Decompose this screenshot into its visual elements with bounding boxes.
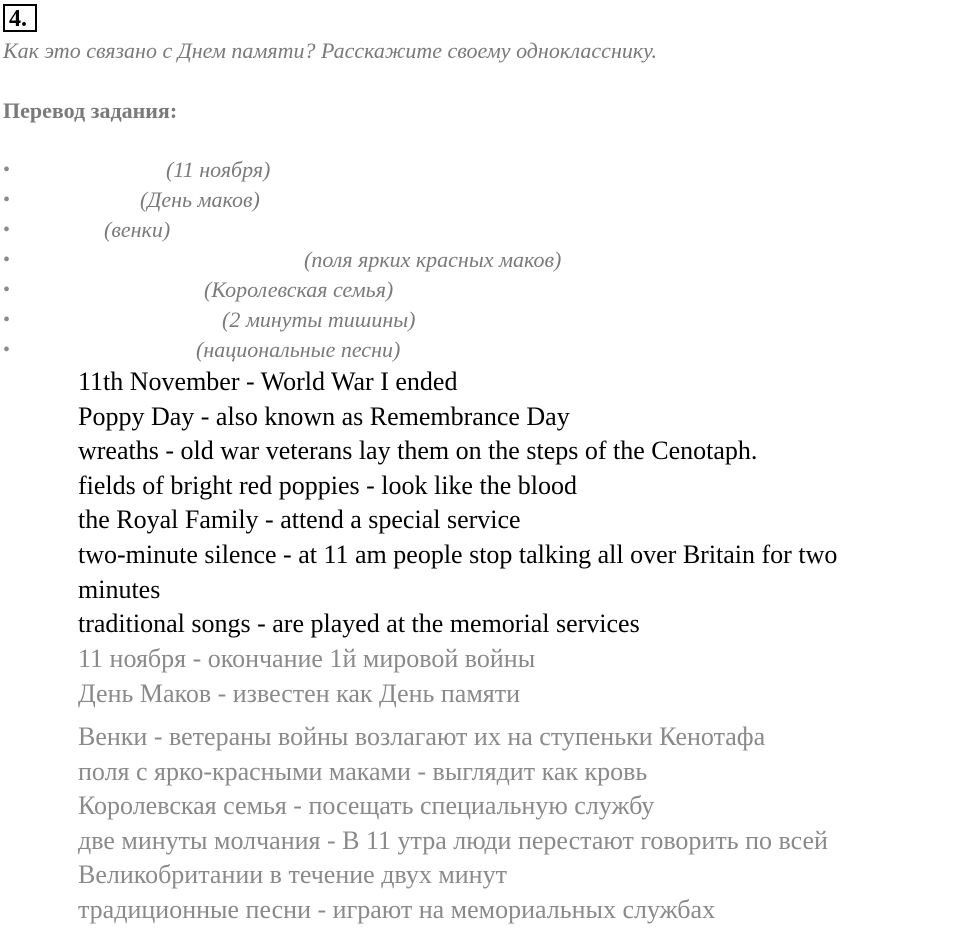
bullet-icon: •: [3, 279, 11, 301]
english-line: Poppy Day - also known as Remembrance Day: [78, 401, 570, 431]
task-text: Как это связано с Днем памяти? Расскажите своему однокласснику.: [3, 38, 658, 63]
list-item: [0, 155, 960, 185]
list-item: [0, 215, 960, 245]
translation-title: Перевод задания:: [3, 98, 178, 123]
exercise-number: 4.: [3, 4, 37, 32]
russian-line: День Маков - известен как День памяти: [78, 678, 521, 708]
list-item: [0, 185, 960, 215]
english-line: minutes: [78, 574, 161, 604]
english-line: two-minute silence - at 11 am people stop talking all over Britain for two: [78, 539, 838, 569]
bullet-icon: •: [3, 309, 11, 331]
russian-line: Венки - ветераны войны возлагают их на ступеньки Кенотафа: [78, 722, 766, 751]
bullet-text: (национальные песни): [196, 337, 401, 362]
bullet-icon: •: [3, 189, 11, 211]
list-item: [0, 245, 960, 275]
english-answers: [78, 365, 960, 642]
english-line: the Royal Family - attend a special service: [78, 505, 521, 535]
russian-line: поля с ярко-красными маками - выглядит как кровь: [78, 756, 648, 786]
bullet-text: (венки): [104, 217, 171, 242]
russian-translation-part-1: [78, 642, 960, 711]
english-line: traditional songs - are played at the memorial services: [78, 609, 640, 639]
bullet-icon: •: [3, 249, 11, 271]
bullet-list: [0, 155, 960, 365]
list-item: [0, 275, 960, 305]
bullet-text: (поля ярких красных маков): [304, 247, 562, 272]
russian-line: 11 ноября - окончание 1й мировой войны: [78, 644, 536, 673]
russian-line: две минуты молчания - В 11 утра люди перестают говорить по всей: [78, 825, 828, 855]
bullet-icon: •: [3, 159, 11, 181]
bullet-text: (День маков): [140, 187, 260, 212]
russian-translation-part-2: [78, 720, 960, 928]
english-line: 11th November - World War I ended: [78, 367, 458, 396]
bullet-icon: •: [3, 219, 11, 241]
english-line: wreaths - old war veterans lay them on the steps of the Cenotaph.: [78, 436, 758, 466]
english-line: fields of bright red poppies - look like the blood: [78, 470, 577, 500]
bullet-icon: •: [3, 339, 11, 361]
list-item: [0, 305, 960, 335]
russian-line: Королевская семья - посещать специальную службу: [78, 791, 655, 821]
russian-line: традиционные песни - играют на мемориальных службах: [78, 894, 716, 924]
bullet-text: (11 ноября): [166, 157, 271, 182]
list-item: [0, 335, 960, 365]
bullet-text: (Королевская семья): [204, 277, 394, 302]
russian-line: Великобритании в течение двух минут: [78, 860, 507, 890]
bullet-text: (2 минуты тишины): [222, 307, 416, 332]
